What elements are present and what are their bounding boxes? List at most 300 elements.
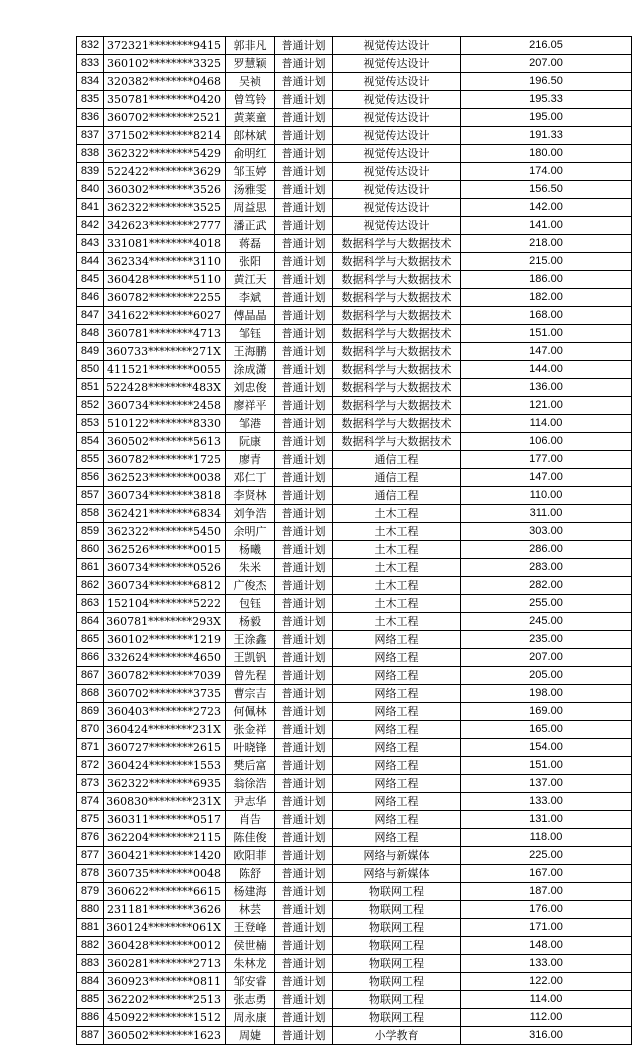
score-cell: 154.00 <box>461 739 632 757</box>
table-row <box>77 973 632 991</box>
plan-type-cell: 普通计划 <box>275 559 333 577</box>
score-cell: 235.00 <box>461 631 632 649</box>
row-number-cell: 866 <box>77 649 104 667</box>
plan-type-cell: 普通计划 <box>275 451 333 469</box>
id-number-cell: 360702********2521 <box>104 109 226 127</box>
score-cell: 147.00 <box>461 469 632 487</box>
student-name-cell: 郭非凡 <box>226 37 275 55</box>
table-row <box>77 1009 632 1027</box>
id-number-cell: 362202********2513 <box>104 991 226 1009</box>
student-name-cell: 翁徐浩 <box>226 775 275 793</box>
row-number-cell: 853 <box>77 415 104 433</box>
table-row <box>77 487 632 505</box>
student-name-cell: 侯世楠 <box>226 937 275 955</box>
table-row <box>77 757 632 775</box>
row-number-cell: 876 <box>77 829 104 847</box>
id-number-cell: 360428********0012 <box>104 937 226 955</box>
major-cell: 物联网工程 <box>333 919 461 937</box>
row-number-cell: 836 <box>77 109 104 127</box>
row-number-cell: 882 <box>77 937 104 955</box>
id-number-cell: 372321********9415 <box>104 37 226 55</box>
id-number-cell: 231181********3626 <box>104 901 226 919</box>
major-cell: 土木工程 <box>333 523 461 541</box>
plan-type-cell: 普通计划 <box>275 325 333 343</box>
plan-type-cell: 普通计划 <box>275 829 333 847</box>
score-cell: 198.00 <box>461 685 632 703</box>
student-name-cell: 张金祥 <box>226 721 275 739</box>
table-row <box>77 613 632 631</box>
id-number-cell: 360782********2255 <box>104 289 226 307</box>
score-cell: 186.00 <box>461 271 632 289</box>
row-number-cell: 861 <box>77 559 104 577</box>
student-name-cell: 涂成潇 <box>226 361 275 379</box>
student-name-cell: 林芸 <box>226 901 275 919</box>
major-cell: 视觉传达设计 <box>333 199 461 217</box>
score-cell: 151.00 <box>461 757 632 775</box>
major-cell: 物联网工程 <box>333 883 461 901</box>
row-number-cell: 837 <box>77 127 104 145</box>
major-cell: 通信工程 <box>333 469 461 487</box>
row-number-cell: 886 <box>77 1009 104 1027</box>
student-name-cell: 余明广 <box>226 523 275 541</box>
table-row <box>77 433 632 451</box>
major-cell: 网络工程 <box>333 793 461 811</box>
row-number-cell: 860 <box>77 541 104 559</box>
student-name-cell: 俞明红 <box>226 145 275 163</box>
major-cell: 小学教育 <box>333 1027 461 1045</box>
plan-type-cell: 普通计划 <box>275 91 333 109</box>
row-number-cell: 863 <box>77 595 104 613</box>
score-cell: 196.50 <box>461 73 632 91</box>
id-number-cell: 360281********2713 <box>104 955 226 973</box>
student-name-cell: 张志勇 <box>226 991 275 1009</box>
score-cell: 148.00 <box>461 937 632 955</box>
major-cell: 数据科学与大数据技术 <box>333 343 461 361</box>
table-row <box>77 37 632 55</box>
row-number-cell: 850 <box>77 361 104 379</box>
id-number-cell: 360923********0811 <box>104 973 226 991</box>
score-cell: 176.00 <box>461 901 632 919</box>
id-number-cell: 360781********293X <box>104 613 226 631</box>
plan-type-cell: 普通计划 <box>275 379 333 397</box>
plan-type-cell: 普通计划 <box>275 487 333 505</box>
major-cell: 视觉传达设计 <box>333 217 461 235</box>
id-number-cell: 362523********0038 <box>104 469 226 487</box>
row-number-cell: 883 <box>77 955 104 973</box>
row-number-cell: 844 <box>77 253 104 271</box>
table-row <box>77 199 632 217</box>
row-number-cell: 874 <box>77 793 104 811</box>
student-name-cell: 傅晶晶 <box>226 307 275 325</box>
score-cell: 245.00 <box>461 613 632 631</box>
row-number-cell: 857 <box>77 487 104 505</box>
table-row <box>77 253 632 271</box>
major-cell: 通信工程 <box>333 487 461 505</box>
student-name-cell: 广俊杰 <box>226 577 275 595</box>
table-row <box>77 361 632 379</box>
id-number-cell: 360733********271X <box>104 343 226 361</box>
score-cell: 141.00 <box>461 217 632 235</box>
major-cell: 数据科学与大数据技术 <box>333 253 461 271</box>
score-cell: 216.05 <box>461 37 632 55</box>
plan-type-cell: 普通计划 <box>275 505 333 523</box>
id-number-cell: 362322********5429 <box>104 145 226 163</box>
plan-type-cell: 普通计划 <box>275 775 333 793</box>
row-number-cell: 871 <box>77 739 104 757</box>
row-number-cell: 854 <box>77 433 104 451</box>
major-cell: 物联网工程 <box>333 1009 461 1027</box>
row-number-cell: 851 <box>77 379 104 397</box>
score-cell: 142.00 <box>461 199 632 217</box>
student-name-cell: 杨建海 <box>226 883 275 901</box>
plan-type-cell: 普通计划 <box>275 415 333 433</box>
plan-type-cell: 普通计划 <box>275 793 333 811</box>
table-row <box>77 883 632 901</box>
student-name-cell: 周婕 <box>226 1027 275 1045</box>
row-number-cell: 832 <box>77 37 104 55</box>
id-number-cell: 362421********6834 <box>104 505 226 523</box>
plan-type-cell: 普通计划 <box>275 433 333 451</box>
student-name-cell: 肖告 <box>226 811 275 829</box>
plan-type-cell: 普通计划 <box>275 901 333 919</box>
row-number-cell: 833 <box>77 55 104 73</box>
major-cell: 网络工程 <box>333 775 461 793</box>
id-number-cell: 360424********1553 <box>104 757 226 775</box>
score-cell: 167.00 <box>461 865 632 883</box>
table-row <box>77 73 632 91</box>
id-number-cell: 360502********1623 <box>104 1027 226 1045</box>
plan-type-cell: 普通计划 <box>275 1027 333 1045</box>
table-row <box>77 109 632 127</box>
row-number-cell: 840 <box>77 181 104 199</box>
score-cell: 180.00 <box>461 145 632 163</box>
student-name-cell: 黄莱童 <box>226 109 275 127</box>
major-cell: 视觉传达设计 <box>333 163 461 181</box>
table-row <box>77 217 632 235</box>
major-cell: 网络工程 <box>333 739 461 757</box>
id-number-cell: 360102********1219 <box>104 631 226 649</box>
row-number-cell: 870 <box>77 721 104 739</box>
score-cell: 195.00 <box>461 109 632 127</box>
plan-type-cell: 普通计划 <box>275 667 333 685</box>
score-cell: 191.33 <box>461 127 632 145</box>
student-name-cell: 廖祥平 <box>226 397 275 415</box>
row-number-cell: 858 <box>77 505 104 523</box>
score-cell: 147.00 <box>461 343 632 361</box>
score-cell: 151.00 <box>461 325 632 343</box>
row-number-cell: 877 <box>77 847 104 865</box>
plan-type-cell: 普通计划 <box>275 109 333 127</box>
table-row <box>77 775 632 793</box>
plan-type-cell: 普通计划 <box>275 973 333 991</box>
student-name-cell: 朱米 <box>226 559 275 577</box>
plan-type-cell: 普通计划 <box>275 721 333 739</box>
score-cell: 169.00 <box>461 703 632 721</box>
student-name-cell: 朱林龙 <box>226 955 275 973</box>
row-number-cell: 873 <box>77 775 104 793</box>
table-row <box>77 811 632 829</box>
score-cell: 182.00 <box>461 289 632 307</box>
major-cell: 物联网工程 <box>333 937 461 955</box>
id-number-cell: 360734********0526 <box>104 559 226 577</box>
student-name-cell: 刘争浩 <box>226 505 275 523</box>
table-row <box>77 541 632 559</box>
plan-type-cell: 普通计划 <box>275 469 333 487</box>
table-row <box>77 415 632 433</box>
plan-type-cell: 普通计划 <box>275 289 333 307</box>
score-cell: 133.00 <box>461 793 632 811</box>
row-number-cell: 875 <box>77 811 104 829</box>
student-name-cell: 郎林斌 <box>226 127 275 145</box>
plan-type-cell: 普通计划 <box>275 991 333 1009</box>
score-cell: 122.00 <box>461 973 632 991</box>
row-number-cell: 864 <box>77 613 104 631</box>
row-number-cell: 859 <box>77 523 104 541</box>
row-number-cell: 838 <box>77 145 104 163</box>
table-row <box>77 559 632 577</box>
score-cell: 207.00 <box>461 649 632 667</box>
student-name-cell: 刘忠俊 <box>226 379 275 397</box>
student-name-cell: 李贤林 <box>226 487 275 505</box>
plan-type-cell: 普通计划 <box>275 577 333 595</box>
table-row <box>77 181 632 199</box>
table-row <box>77 55 632 73</box>
student-name-cell: 汤雅雯 <box>226 181 275 199</box>
table-row <box>77 847 632 865</box>
student-name-cell: 王涂鑫 <box>226 631 275 649</box>
table-row <box>77 451 632 469</box>
score-cell: 303.00 <box>461 523 632 541</box>
major-cell: 土木工程 <box>333 577 461 595</box>
major-cell: 数据科学与大数据技术 <box>333 433 461 451</box>
score-cell: 114.00 <box>461 991 632 1009</box>
major-cell: 土木工程 <box>333 613 461 631</box>
plan-type-cell: 普通计划 <box>275 181 333 199</box>
major-cell: 物联网工程 <box>333 901 461 919</box>
row-number-cell: 845 <box>77 271 104 289</box>
student-name-cell: 罗慧颖 <box>226 55 275 73</box>
row-number-cell: 872 <box>77 757 104 775</box>
plan-type-cell: 普通计划 <box>275 811 333 829</box>
id-number-cell: 360727********2615 <box>104 739 226 757</box>
major-cell: 网络工程 <box>333 649 461 667</box>
row-number-cell: 867 <box>77 667 104 685</box>
id-number-cell: 152104********5222 <box>104 595 226 613</box>
id-number-cell: 360102********3325 <box>104 55 226 73</box>
score-cell: 283.00 <box>461 559 632 577</box>
table-row <box>77 991 632 1009</box>
student-name-cell: 曾笃铃 <box>226 91 275 109</box>
student-name-cell: 周永康 <box>226 1009 275 1027</box>
student-name-cell: 周益思 <box>226 199 275 217</box>
plan-type-cell: 普通计划 <box>275 253 333 271</box>
major-cell: 数据科学与大数据技术 <box>333 271 461 289</box>
score-cell: 106.00 <box>461 433 632 451</box>
row-number-cell: 878 <box>77 865 104 883</box>
row-number-cell: 881 <box>77 919 104 937</box>
student-name-cell: 邹安睿 <box>226 973 275 991</box>
student-name-cell: 吴祯 <box>226 73 275 91</box>
major-cell: 土木工程 <box>333 595 461 613</box>
id-number-cell: 362334********3110 <box>104 253 226 271</box>
plan-type-cell: 普通计划 <box>275 73 333 91</box>
student-name-cell: 何佩林 <box>226 703 275 721</box>
major-cell: 物联网工程 <box>333 973 461 991</box>
id-number-cell: 360782********7039 <box>104 667 226 685</box>
plan-type-cell: 普通计划 <box>275 37 333 55</box>
id-number-cell: 362526********0015 <box>104 541 226 559</box>
student-name-cell: 黄江天 <box>226 271 275 289</box>
major-cell: 网络工程 <box>333 631 461 649</box>
score-cell: 282.00 <box>461 577 632 595</box>
row-number-cell: 852 <box>77 397 104 415</box>
student-name-cell: 欧阳菲 <box>226 847 275 865</box>
score-cell: 255.00 <box>461 595 632 613</box>
id-number-cell: 360302********3526 <box>104 181 226 199</box>
plan-type-cell: 普通计划 <box>275 631 333 649</box>
score-cell: 110.00 <box>461 487 632 505</box>
score-cell: 174.00 <box>461 163 632 181</box>
table-row <box>77 631 632 649</box>
table-row <box>77 469 632 487</box>
table-row <box>77 901 632 919</box>
id-number-cell: 522428********483X <box>104 379 226 397</box>
plan-type-cell: 普通计划 <box>275 541 333 559</box>
table-row <box>77 163 632 181</box>
major-cell: 视觉传达设计 <box>333 91 461 109</box>
id-number-cell: 522422********3629 <box>104 163 226 181</box>
table-row <box>77 307 632 325</box>
id-number-cell: 360702********3735 <box>104 685 226 703</box>
table-row <box>77 397 632 415</box>
row-number-cell: 885 <box>77 991 104 1009</box>
score-cell: 156.50 <box>461 181 632 199</box>
score-cell: 114.00 <box>461 415 632 433</box>
table-row <box>77 91 632 109</box>
id-number-cell: 362204********2115 <box>104 829 226 847</box>
table-row <box>77 343 632 361</box>
row-number-cell: 856 <box>77 469 104 487</box>
student-name-cell: 潘正武 <box>226 217 275 235</box>
student-name-cell: 王凯钒 <box>226 649 275 667</box>
table-row <box>77 577 632 595</box>
plan-type-cell: 普通计划 <box>275 127 333 145</box>
plan-type-cell: 普通计划 <box>275 919 333 937</box>
table-row <box>77 919 632 937</box>
major-cell: 视觉传达设计 <box>333 127 461 145</box>
score-cell: 215.00 <box>461 253 632 271</box>
student-name-cell: 邹玉婷 <box>226 163 275 181</box>
id-number-cell: 331081********4018 <box>104 235 226 253</box>
score-cell: 118.00 <box>461 829 632 847</box>
plan-type-cell: 普通计划 <box>275 937 333 955</box>
student-name-cell: 蒋磊 <box>226 235 275 253</box>
table-row <box>77 829 632 847</box>
table-row <box>77 649 632 667</box>
table-row <box>77 379 632 397</box>
row-number-cell: 842 <box>77 217 104 235</box>
score-cell: 131.00 <box>461 811 632 829</box>
score-cell: 137.00 <box>461 775 632 793</box>
major-cell: 数据科学与大数据技术 <box>333 325 461 343</box>
table-row <box>77 685 632 703</box>
major-cell: 网络工程 <box>333 829 461 847</box>
student-name-cell: 杨曦 <box>226 541 275 559</box>
plan-type-cell: 普通计划 <box>275 703 333 721</box>
student-name-cell: 尹志华 <box>226 793 275 811</box>
score-cell: 165.00 <box>461 721 632 739</box>
score-cell: 207.00 <box>461 55 632 73</box>
table-row <box>77 1027 632 1045</box>
score-cell: 168.00 <box>461 307 632 325</box>
score-cell: 286.00 <box>461 541 632 559</box>
row-number-cell: 862 <box>77 577 104 595</box>
major-cell: 视觉传达设计 <box>333 145 461 163</box>
id-number-cell: 360734********3818 <box>104 487 226 505</box>
table-row <box>77 739 632 757</box>
id-number-cell: 360124********061X <box>104 919 226 937</box>
id-number-cell: 320382********0468 <box>104 73 226 91</box>
major-cell: 通信工程 <box>333 451 461 469</box>
score-cell: 311.00 <box>461 505 632 523</box>
row-number-cell: 847 <box>77 307 104 325</box>
table-row <box>77 523 632 541</box>
row-number-cell: 855 <box>77 451 104 469</box>
student-name-cell: 陈舒 <box>226 865 275 883</box>
plan-type-cell: 普通计划 <box>275 613 333 631</box>
id-number-cell: 411521********0055 <box>104 361 226 379</box>
plan-type-cell: 普通计划 <box>275 145 333 163</box>
row-number-cell: 880 <box>77 901 104 919</box>
plan-type-cell: 普通计划 <box>275 955 333 973</box>
row-number-cell: 869 <box>77 703 104 721</box>
student-name-cell: 曾先程 <box>226 667 275 685</box>
student-name-cell: 叶晓锋 <box>226 739 275 757</box>
score-cell: 144.00 <box>461 361 632 379</box>
table-row <box>77 937 632 955</box>
table-row <box>77 235 632 253</box>
student-name-cell: 王登峰 <box>226 919 275 937</box>
id-number-cell: 360311********0517 <box>104 811 226 829</box>
table-row <box>77 145 632 163</box>
id-number-cell: 360781********4713 <box>104 325 226 343</box>
id-number-cell: 360734********2458 <box>104 397 226 415</box>
table-row <box>77 667 632 685</box>
row-number-cell: 868 <box>77 685 104 703</box>
plan-type-cell: 普通计划 <box>275 343 333 361</box>
id-number-cell: 360734********6812 <box>104 577 226 595</box>
table-row <box>77 865 632 883</box>
plan-type-cell: 普通计划 <box>275 361 333 379</box>
id-number-cell: 360782********1725 <box>104 451 226 469</box>
score-cell: 133.00 <box>461 955 632 973</box>
id-number-cell: 341622********6027 <box>104 307 226 325</box>
id-number-cell: 350781********0420 <box>104 91 226 109</box>
id-number-cell: 371502********8214 <box>104 127 226 145</box>
id-number-cell: 362322********3525 <box>104 199 226 217</box>
table-row <box>77 703 632 721</box>
major-cell: 物联网工程 <box>333 955 461 973</box>
id-number-cell: 360830********231X <box>104 793 226 811</box>
score-cell: 195.33 <box>461 91 632 109</box>
id-number-cell: 450922********1512 <box>104 1009 226 1027</box>
major-cell: 土木工程 <box>333 559 461 577</box>
row-number-cell: 848 <box>77 325 104 343</box>
row-number-cell: 884 <box>77 973 104 991</box>
row-number-cell: 865 <box>77 631 104 649</box>
score-cell: 316.00 <box>461 1027 632 1045</box>
plan-type-cell: 普通计划 <box>275 199 333 217</box>
